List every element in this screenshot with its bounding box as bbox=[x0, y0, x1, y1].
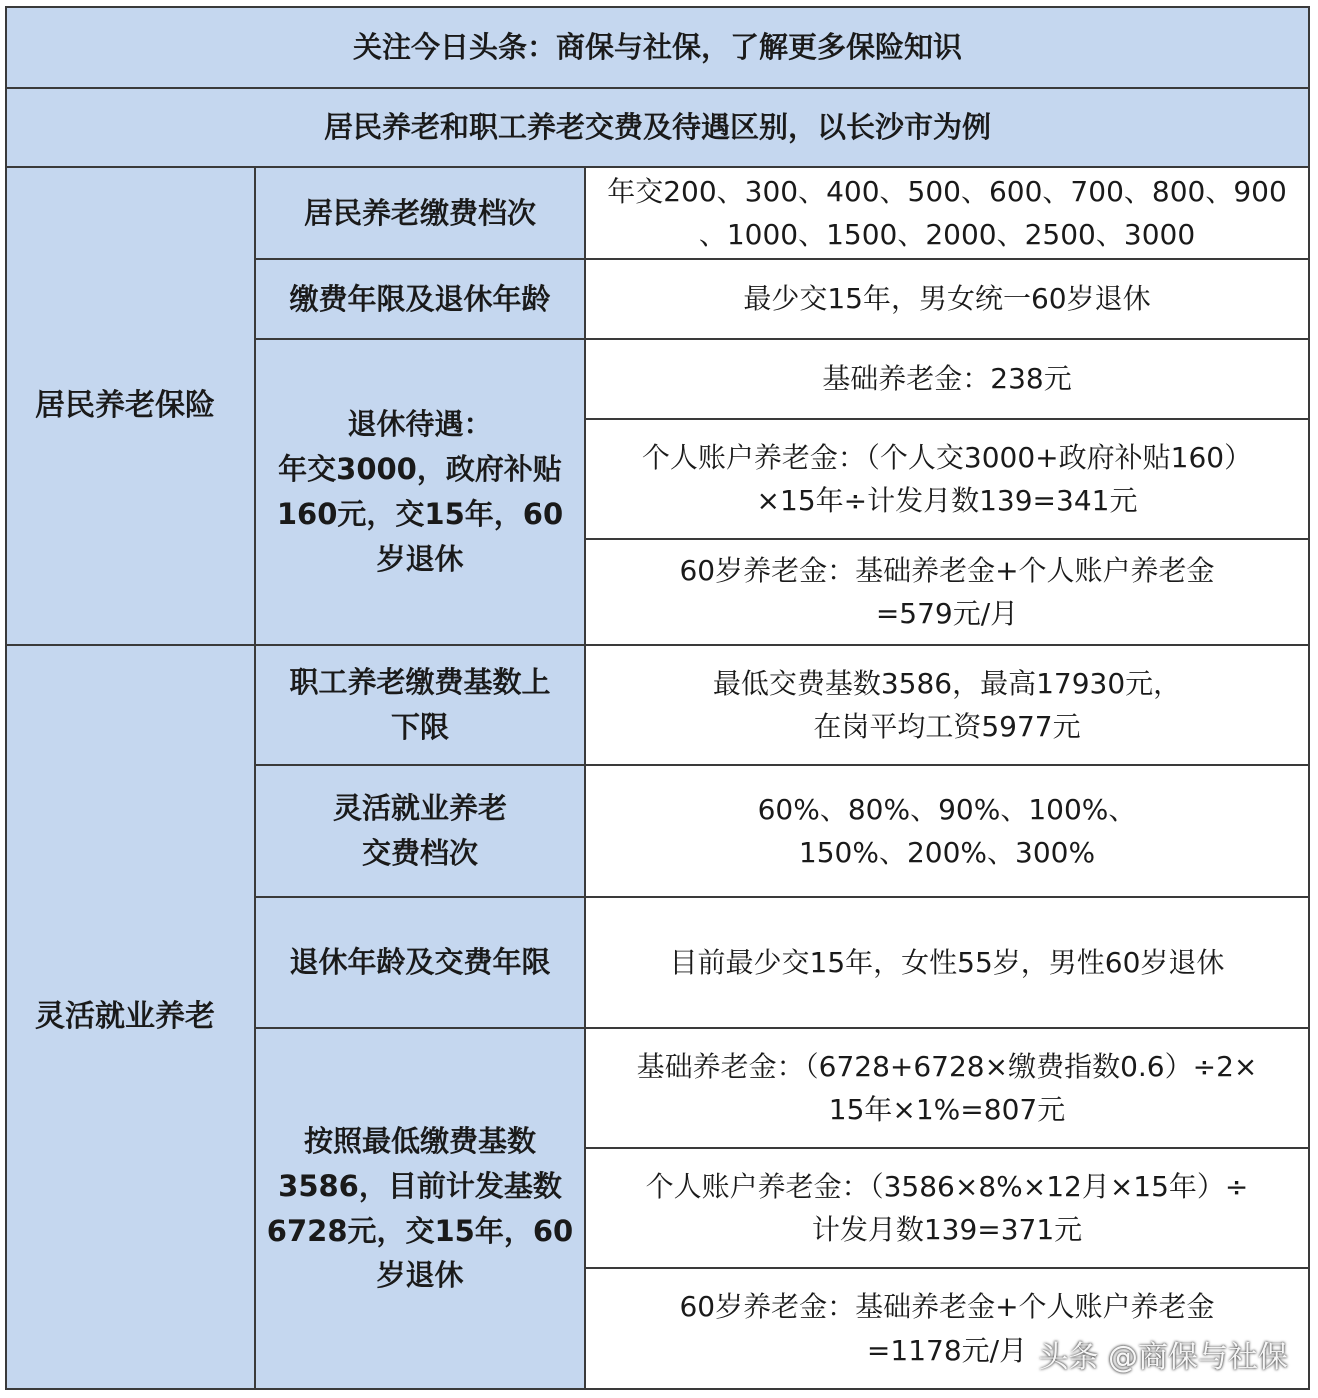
table-title: 居民养老和职工养老交费及待遇区别，以长沙市为例 bbox=[6, 88, 1309, 167]
notice-title: 关注今日头条：商保与社保，了解更多保险知识 bbox=[6, 7, 1309, 88]
watermark: 头条 @商保与社保 bbox=[1038, 1340, 1288, 1375]
row-value-retirement-age-years: 目前最少交15年，女性55岁，男性60岁退休 bbox=[585, 897, 1309, 1028]
table-row bbox=[6, 645, 1309, 765]
flexible-benefit-basic: 基础养老金：（6728+6728×缴费指数0.6）÷2× 15年×1%=807元 bbox=[585, 1028, 1309, 1148]
header-row-1 bbox=[6, 7, 1309, 88]
row-label-contribution-tiers: 居民养老缴费档次 bbox=[255, 167, 585, 259]
header-row-2 bbox=[6, 88, 1309, 167]
benefit-basic-pension: 基础养老金：238元 bbox=[585, 339, 1309, 419]
comparison-table-page bbox=[5, 6, 1308, 1389]
flexible-benefit-total: 60岁养老金：基础养老金+个人账户养老金 =1178元/月 bbox=[585, 1268, 1309, 1389]
row-label-retirement-age-years: 退休年龄及交费年限 bbox=[255, 897, 585, 1028]
pension-comparison-table bbox=[5, 6, 1310, 1390]
row-value-years-retirement-age: 最少交15年，男女统一60岁退休 bbox=[585, 259, 1309, 339]
row-value-flexible-tiers: 60%、80%、90%、100%、 150%、200%、300% bbox=[585, 765, 1309, 897]
flexible-benefit-personal: 个人账户养老金：（3586×8%×12月×15年）÷ 计发月数139=371元 bbox=[585, 1148, 1309, 1268]
row-value-contribution-tiers: 年交200、300、400、500、600、700、800、900 、1000、1500、2000、2500、3000 bbox=[585, 167, 1309, 259]
row-label-flexible-benefit: 按照最低缴费基数 3586，目前计发基数 6728元，交15年，60 岁退休 bbox=[255, 1028, 585, 1389]
row-label-retirement-benefit: 退休待遇： 年交3000，政府补贴 160元，交15年，60 岁退休 bbox=[255, 339, 585, 645]
benefit-total-60: 60岁养老金：基础养老金+个人账户养老金 =579元/月 bbox=[585, 539, 1309, 645]
row-value-base-limits: 最低交费基数3586，最高17930元， 在岗平均工资5977元 bbox=[585, 645, 1309, 765]
category-resident: 居民养老保险 bbox=[6, 167, 255, 645]
category-flexible: 灵活就业养老 bbox=[6, 645, 255, 1389]
row-label-base-limits: 职工养老缴费基数上 下限 bbox=[255, 645, 585, 765]
row-label-years-retirement-age: 缴费年限及退休年龄 bbox=[255, 259, 585, 339]
row-label-flexible-tiers: 灵活就业养老 交费档次 bbox=[255, 765, 585, 897]
table-row bbox=[6, 167, 1309, 259]
benefit-personal-account: 个人账户养老金：（个人交3000+政府补贴160） ×15年÷计发月数139=341元 bbox=[585, 419, 1309, 539]
